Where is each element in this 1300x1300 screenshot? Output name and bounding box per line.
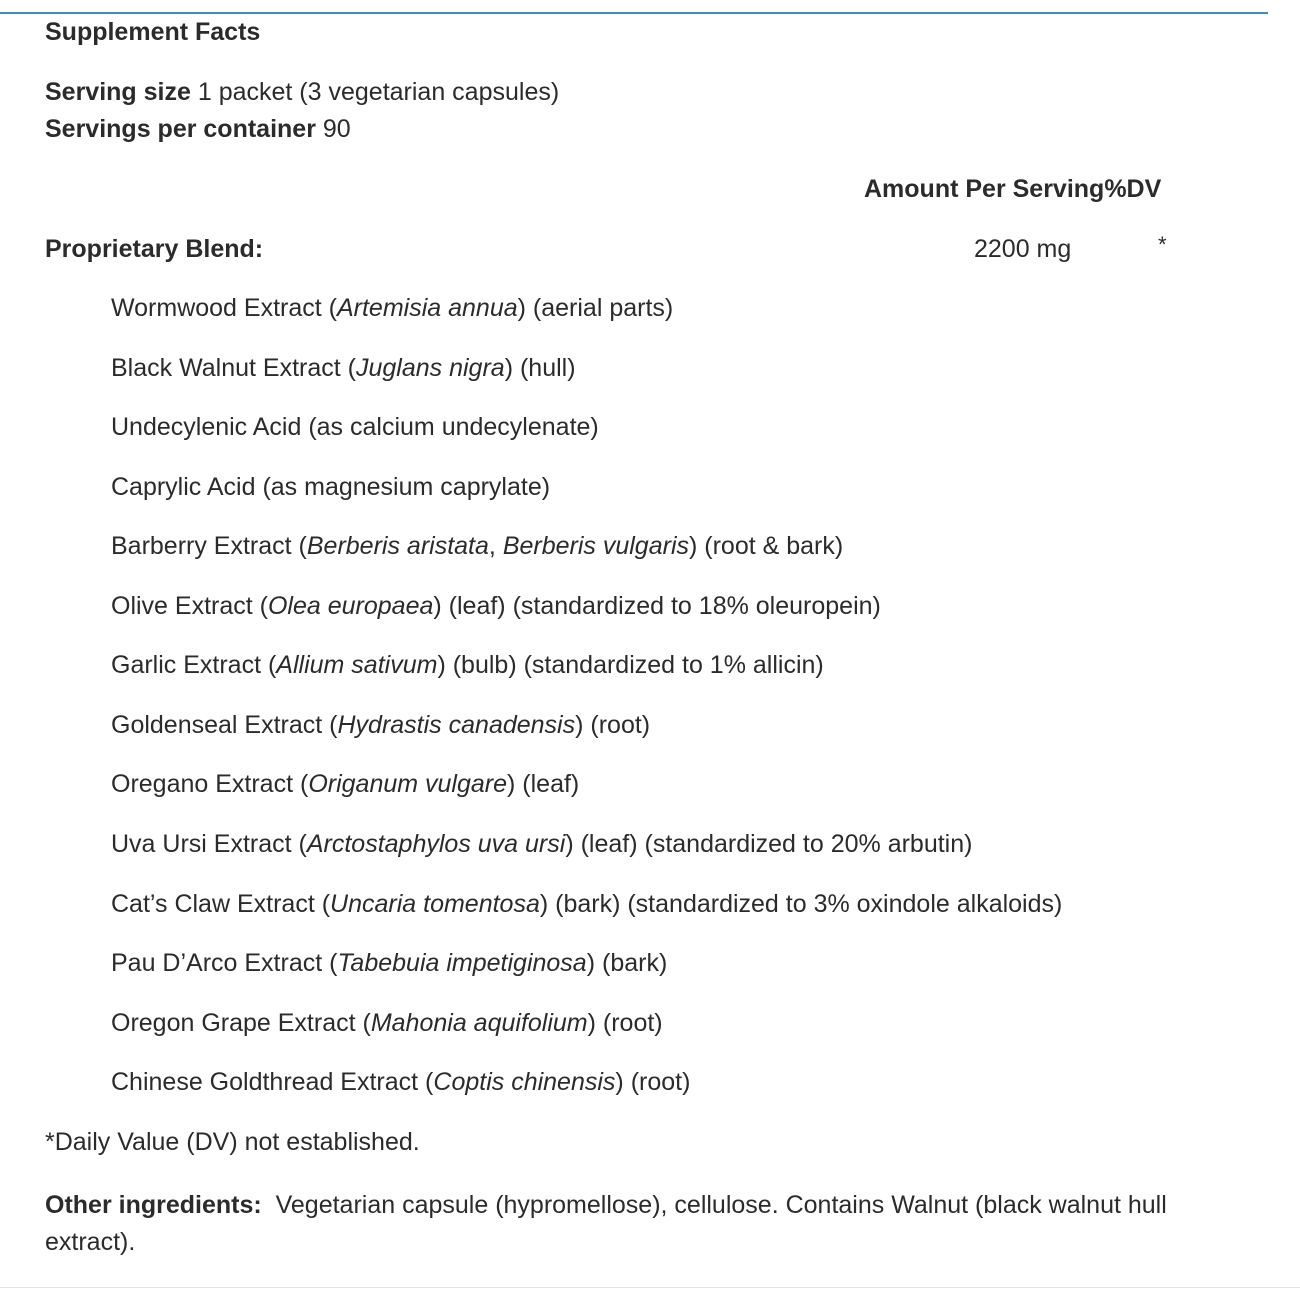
serving-size-value: 1 packet (3 vegetarian capsules)	[197, 78, 560, 106]
ingredient-name: Chinese Goldthread Extract (	[111, 1068, 434, 1096]
servings-per-container-value: 90	[322, 115, 351, 143]
ingredient-name: Oregon Grape Extract (	[111, 1009, 371, 1037]
ingredient-row	[111, 412, 599, 442]
ingredient-detail: ) (root)	[575, 711, 651, 739]
ingredient-name: Uva Ursi Extract (	[111, 830, 307, 858]
ingredient-latin-name: Juglans nigra	[355, 354, 505, 382]
ingredient-latin-name: Arctostaphylos uva ursi	[306, 830, 566, 858]
ingredient-latin-name: Berberis aristata	[306, 532, 489, 560]
proprietary-blend-label: Proprietary Blend:	[45, 235, 264, 263]
amount-per-serving-header: Amount Per Serving	[864, 175, 1105, 203]
ingredient-detail: ) (bulb) (standardized to 1% allicin)	[437, 651, 824, 679]
ingredient-name: Olive Extract (	[111, 592, 268, 620]
top-accent-rule	[0, 12, 1268, 14]
ingredient-detail: ) (leaf) (standardized to 18% oleuropein)	[433, 592, 881, 620]
ingredient-row	[111, 948, 667, 978]
proprietary-blend-amount: 2200 mg	[974, 235, 1072, 263]
ingredient-detail: ) (hull)	[504, 354, 576, 382]
ingredient-detail: ) (bark)	[586, 949, 668, 977]
ingredient-row	[111, 889, 1062, 919]
other-ingredients-label: Other ingredients:	[45, 1191, 262, 1219]
ingredient-separator: ,	[488, 532, 503, 560]
ingredient-name: Pau D’Arco Extract (	[111, 949, 338, 977]
serving-size-label: Serving size	[45, 78, 191, 106]
ingredient-latin-name: Hydrastis canadensis	[337, 711, 576, 739]
ingredient-name: Goldenseal Extract (	[111, 711, 338, 739]
ingredient-name: Oregano Extract (	[111, 770, 309, 798]
ingredient-row	[111, 1008, 663, 1038]
ingredient-row	[111, 591, 881, 621]
ingredient-name: Black Walnut Extract (	[111, 354, 356, 382]
ingredient-row	[111, 531, 843, 561]
bottom-divider	[0, 1287, 1300, 1288]
ingredient-latin-name: Coptis chinensis	[433, 1068, 616, 1096]
ingredient-row	[111, 650, 824, 680]
ingredient-row	[111, 769, 579, 799]
ingredient-name: Wormwood Extract (	[111, 294, 337, 322]
dv-header: %DV	[1104, 175, 1162, 203]
servings-per-container-label: Servings per container	[45, 115, 316, 143]
ingredient-latin-name: Artemisia annua	[336, 294, 518, 322]
ingredient-detail: ) (root)	[587, 1009, 663, 1037]
ingredient-latin-name: Allium sativum	[276, 651, 438, 679]
ingredient-detail: ) (bark) (standardized to 3% oxindole alkaloids)	[539, 890, 1063, 918]
ingredient-row	[111, 353, 576, 383]
ingredient-row	[111, 472, 550, 502]
ingredient-latin-name: Tabebuia impetiginosa	[337, 949, 587, 977]
ingredient-detail: ) (leaf)	[507, 770, 580, 798]
ingredient-latin-name: Mahonia aquifolium	[370, 1009, 588, 1037]
ingredient-row	[111, 829, 972, 859]
serving-size-row	[45, 77, 559, 107]
ingredient-detail: ) (leaf) (standardized to 20% arbutin)	[565, 830, 973, 858]
other-ingredients-text: Vegetarian capsule (hypromellose), cellulose. Contains Walnut (black walnut hull extract).	[45, 1191, 1167, 1256]
ingredient-row	[111, 1067, 690, 1097]
ingredient-name: Caprylic Acid (as magnesium caprylate)	[111, 473, 551, 501]
servings-per-container-row	[45, 114, 351, 144]
column-headers	[864, 174, 1161, 204]
dv-footnote: *Daily Value (DV) not established.	[45, 1128, 420, 1156]
other-ingredients	[45, 1187, 1260, 1261]
ingredient-name: Cat’s Claw Extract (	[111, 890, 331, 918]
proprietary-blend-dv: *	[1158, 232, 1167, 257]
ingredient-name: Undecylenic Acid (as calcium undecylenate)	[111, 413, 599, 441]
ingredient-row	[111, 710, 650, 740]
ingredient-latin-name: Berberis vulgaris	[502, 532, 689, 560]
ingredient-latin-name: Olea europaea	[267, 592, 434, 620]
ingredient-latin-name: Origanum vulgare	[308, 770, 508, 798]
ingredient-detail: ) (aerial parts)	[517, 294, 674, 322]
ingredient-row	[111, 293, 673, 323]
panel-title: Supplement Facts	[45, 18, 261, 46]
ingredient-detail: ) (root & bark)	[689, 532, 844, 560]
ingredient-latin-name: Uncaria tomentosa	[330, 890, 540, 918]
ingredient-name: Barberry Extract (	[111, 532, 307, 560]
ingredient-detail: ) (root)	[615, 1068, 691, 1096]
ingredient-name: Garlic Extract (	[111, 651, 277, 679]
